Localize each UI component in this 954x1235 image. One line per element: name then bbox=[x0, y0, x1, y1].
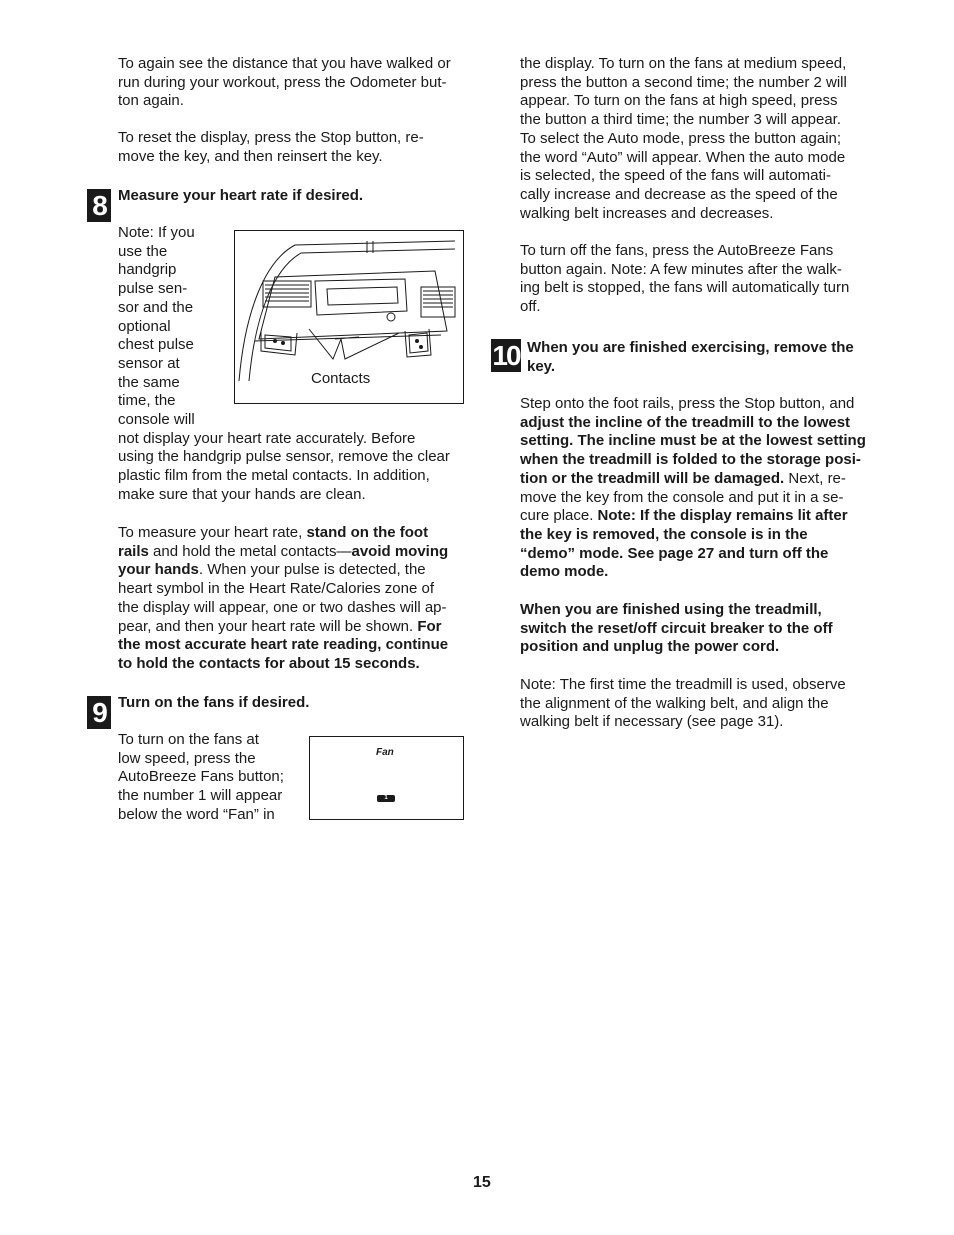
text-line: AutoBreeze Fans button; bbox=[118, 768, 284, 786]
text-line bbox=[520, 470, 880, 489]
text-run-bold: demo mode. bbox=[520, 563, 609, 581]
text-line: the display. To turn on the fans at medium speed, bbox=[520, 55, 847, 72]
text-line: ton again. bbox=[118, 92, 184, 110]
text-line: To reset the display, press the Stop button, re- bbox=[118, 129, 424, 146]
text-line: pulse sen- bbox=[118, 280, 188, 298]
text-line bbox=[118, 543, 478, 562]
step-9-text bbox=[118, 731, 303, 825]
text-line: ing belt is stopped, the fans will automatically turn bbox=[520, 279, 850, 297]
text-line: handgrip bbox=[118, 261, 177, 279]
text-line: off. bbox=[520, 298, 541, 316]
text-run-bold: to hold the contacts for about 15 seconds. bbox=[118, 654, 420, 672]
text-line: button again. Note: A few minutes after the walk- bbox=[520, 260, 842, 278]
text-line: cally increase and decrease as the speed of the bbox=[520, 185, 838, 203]
text-line: run during your workout, press the Odometer but- bbox=[118, 73, 447, 91]
text-line: heart symbol in the Heart Rate/Calories zone of bbox=[118, 580, 434, 598]
text-line: position and unplug the power cord. bbox=[520, 638, 780, 656]
text-line: Step onto the foot rails, press the Stop button, and bbox=[520, 395, 855, 412]
text-run-bold: “demo” mode. See page 27 and turn off the bbox=[520, 544, 829, 562]
text-line bbox=[520, 451, 880, 470]
step-10-badge: 10 bbox=[492, 340, 520, 371]
paragraph-step-10 bbox=[520, 395, 880, 582]
text-line: sensor at bbox=[118, 354, 180, 372]
text-line: the same bbox=[118, 373, 180, 391]
text-line: the display will appear, one or two dashes will ap- bbox=[118, 598, 447, 616]
text-line bbox=[520, 432, 880, 451]
text-line: appear. To turn on the fans at high speed, press bbox=[520, 92, 838, 110]
text-line: move the key, and then reinsert the key. bbox=[118, 147, 383, 165]
text-line: make sure that your hands are clean. bbox=[118, 485, 366, 503]
text-run-bold: setting. The incline must be at the lowest setting bbox=[520, 432, 866, 450]
text-line: chest pulse bbox=[118, 336, 194, 354]
text-line: sor and the bbox=[118, 298, 194, 316]
text-line: plastic film from the metal contacts. In addition, bbox=[118, 467, 430, 485]
text-line: below the word “Fan” in bbox=[118, 805, 275, 823]
paragraph-measure-heart-rate bbox=[118, 524, 478, 674]
text-line: Note: If you bbox=[118, 224, 195, 241]
step-8-badge: 8 bbox=[87, 189, 111, 222]
text-line: press the button a second time; the number 2 will bbox=[520, 73, 847, 91]
text-line: To again see the distance that you have walked or bbox=[118, 55, 451, 72]
text-line bbox=[118, 636, 478, 655]
text-line: use the bbox=[118, 242, 168, 260]
text-line bbox=[118, 655, 478, 674]
text-line bbox=[118, 561, 478, 580]
text-line: the button a third time; the number 3 will appear. bbox=[520, 111, 842, 129]
fan-display-label: Fan bbox=[376, 747, 394, 758]
text-line: When you are finished using the treadmill, bbox=[520, 601, 822, 618]
paragraph-fan-speeds bbox=[520, 55, 880, 223]
text-line: To turn off the fans, press the AutoBreeze Fans bbox=[520, 242, 834, 259]
text-run-bold: adjust the incline of the treadmill to the lowest bbox=[520, 413, 851, 431]
text-line: console will bbox=[118, 411, 195, 429]
text-run-bold: the key is removed, the console is in the bbox=[520, 525, 808, 543]
paragraph-circuit-breaker bbox=[520, 601, 880, 657]
text-run: cure place. bbox=[520, 507, 598, 525]
text-run: Next, re- bbox=[784, 469, 846, 487]
step-8-note bbox=[118, 224, 450, 505]
paragraph-odometer bbox=[118, 55, 478, 111]
text-line: walking belt increases and decreases. bbox=[520, 204, 774, 222]
text-run: and hold the metal contacts— bbox=[148, 542, 352, 560]
text-line: To turn on the fans at bbox=[118, 731, 259, 748]
text-run-bold: rails bbox=[118, 542, 149, 560]
text-run-bold: when the treadmill is folded to the storage posi- bbox=[520, 451, 861, 469]
text-line: the word “Auto” will appear. When the auto mode bbox=[520, 148, 846, 166]
console-contacts-figure bbox=[234, 230, 464, 404]
text-run: pear, and then your heart rate will be shown. bbox=[118, 617, 418, 635]
text-line: the alignment of the walking belt, and align the bbox=[520, 694, 829, 712]
text-line: low speed, press the bbox=[118, 749, 256, 767]
text-run-bold: Note: If the display remains lit after bbox=[597, 507, 848, 525]
text-line: key. bbox=[527, 357, 556, 375]
text-line bbox=[520, 563, 880, 582]
text-line: time, the bbox=[118, 392, 176, 410]
paragraph-fans-off bbox=[520, 242, 880, 317]
step-9-heading: Turn on the fans if desired. bbox=[118, 694, 310, 711]
text-line: move the key from the console and put it in a se- bbox=[520, 488, 844, 506]
fan-display-value: 1 bbox=[377, 795, 395, 802]
text-run-bold: avoid moving bbox=[351, 542, 449, 560]
text-line: switch the reset/off circuit breaker to the off bbox=[520, 619, 833, 637]
text-line bbox=[520, 545, 880, 564]
text-run-bold: stand on the foot bbox=[306, 524, 429, 541]
text-line: Note: The first time the treadmill is used, observe bbox=[520, 676, 846, 693]
text-line bbox=[520, 526, 880, 545]
text-line: When you are finished exercising, remove the bbox=[527, 339, 854, 356]
step-8-heading: Measure your heart rate if desired. bbox=[118, 187, 364, 204]
text-line: To select the Auto mode, press the button again; bbox=[520, 129, 842, 147]
text-line: optional bbox=[118, 317, 171, 335]
text-run-bold: the most accurate heart rate reading, continue bbox=[118, 636, 449, 654]
text-line bbox=[520, 507, 880, 526]
text-line: using the handgrip pulse sensor, remove the clear bbox=[118, 448, 450, 466]
text-line bbox=[118, 618, 478, 637]
text-line: walking belt if necessary (see page 31). bbox=[520, 713, 784, 731]
fan-display-figure bbox=[309, 736, 464, 820]
text-run-bold: your hands bbox=[118, 561, 199, 579]
paragraph-reset bbox=[118, 129, 478, 166]
text-line bbox=[118, 524, 478, 543]
step-10-heading bbox=[527, 339, 854, 376]
figure-label-contacts: Contacts bbox=[311, 370, 371, 387]
text-line: not display your heart rate accurately. Before bbox=[118, 429, 416, 447]
text-line bbox=[520, 414, 880, 433]
text-run: To measure your heart rate, bbox=[118, 524, 307, 541]
text-run-bold: For bbox=[417, 617, 442, 635]
text-run: . When your pulse is detected, the bbox=[198, 561, 426, 579]
text-line: the number 1 will appear bbox=[118, 787, 283, 805]
paragraph-belt-note bbox=[520, 676, 880, 732]
text-run-bold: tion or the treadmill will be damaged. bbox=[520, 469, 785, 487]
page-number: 15 bbox=[473, 1174, 491, 1191]
step-9-badge: 9 bbox=[87, 696, 111, 729]
text-line: is selected, the speed of the fans will automati- bbox=[520, 167, 832, 185]
